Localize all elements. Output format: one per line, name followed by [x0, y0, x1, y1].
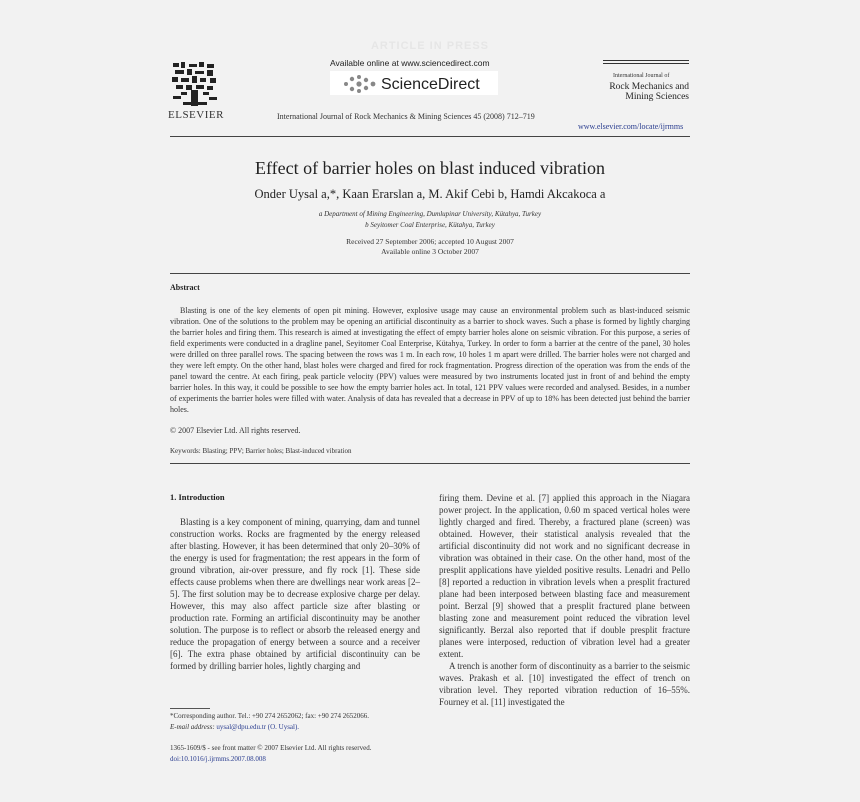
front-matter-note	[170, 743, 371, 765]
header-rule	[170, 136, 690, 137]
doi-link[interactable]: doi:10.1016/j.ijrmms.2007.08.008	[170, 755, 266, 763]
corresponding-text: *Corresponding author. Tel.: +90 274 2652062; fax: +90 274 2652066.	[170, 712, 369, 720]
corresponding-author-note	[170, 711, 369, 733]
journal-url-link[interactable]: www.elsevier.com/locate/ijrmms	[578, 122, 684, 131]
received-date: Received 27 September 2006; accepted 10 August 2007	[346, 237, 514, 246]
issn-text: 1365-1609/$ - see front matter © 2007 Elsevier Ltd. All rights reserved.	[170, 744, 372, 752]
sciencedirect-wordmark: ScienceDirect	[381, 76, 480, 93]
journal-citation: International Journal of Rock Mechanics & Mining Sciences 45 (2008) 712–719	[277, 112, 535, 121]
journal-logo-title: Rock Mechanics and Mining Sciences	[609, 82, 689, 102]
keywords: Keywords: Blasting; PPV; Barrier holes; Blast-induced vibration	[170, 447, 352, 455]
section-heading: 1. Introduction	[170, 492, 225, 502]
watermark: ARTICLE IN PRESS	[370, 40, 490, 52]
journal-logo-intl: International Journal of	[613, 73, 670, 79]
author-list: Onder Uysal a,*, Kaan Erarslan a, M. Akif Cebi b, Hamdi Akcakoca a	[254, 187, 606, 201]
available-date: Available online 3 October 2007	[381, 247, 479, 256]
body-paragraph: firing them. Devine et al. [7] applied this approach in the Niagara power project. In the application, 0.60 m spaced vertical holes were lightly charged and fired. Thereby, a fractured plane (screen) was obtained. However, their statistical analysis revealed that the artificial discontinuity did not work and no significant decrease in vibration was obtained in their case. On the other hand, most of the presplit applications have yielded positive results. Lenadri and Pello [8] reported a reduction in vibration levels when a presplit fractured plane had been interposed between blasting face and measurement point. Berzal [9] showed that a presplit fractured plane between blasting zone and measurement point reduced the vibration level significantly. Berzal also reported that if double presplit fracture planes were interposed, reduction of vibration level had a greater extent.	[439, 493, 690, 659]
footnote-rule	[170, 708, 210, 709]
email-label: E-mail address:	[170, 723, 215, 731]
journal-logo-rule	[603, 63, 689, 64]
body-paragraph: A trench is another form of discontinuity as a barrier to the seismic waves. Prakash et al. [10] investigated the effect of trench on vibration level. They reported vibration reduction of 16–55%. Fourney et al. [11] investigated the	[439, 661, 690, 707]
available-online-text: Available online at www.sciencedirect.com	[330, 58, 490, 68]
body-left-column: Blasting is a key component of mining, quarrying, dam and tunnel construction works. Rocks are fragmented by the energy released after blasting. However, it has been determined that only 20–30% of the energy is used for fragmentation; the rest appears in the form of ground vibration, air-over pressure, and fly rock [1]. These side effects cause problems when there are dwellings near work areas [2–5]. The first solution may be to decrease explosive charge per delay. However, this may also affect particle size after blasting or production rate. Forming an artificial discontinuity may be another solution. The purpose is to reflect or absorb the released energy and reduce the propagation of energy between a source and a receiver [6]. The extra phase obtained by artificial discontinuity can be formed by drilling barrier holes, lightly charging and	[170, 517, 420, 671]
email-line	[170, 722, 369, 733]
abstract-copyright: © 2007 Elsevier Ltd. All rights reserved.	[170, 426, 301, 435]
article-title: Effect of barrier holes on blast induced vibration	[254, 158, 606, 178]
abstract-text: Blasting is one of the key elements of open pit mining. However, explosive usage may cause an environmental problem such as blast-induced seismic vibration. One of the solutions to the problem may be opening an artificial discontinuity as a barrier to shock waves. Such a phase is formed by lightly charging the barrier holes and firing them. This research is aimed at investigating the effect of empty barrier holes alone on seismic vibration. For this purpose, a series of field experiments were conducted in a dragline panel, Seyitomer Coal Enterprise, Kütahya, Turkey. In order to form a barrier at the centre of the panel, 30 holes were drilled on three parallel rows. The spacing between the rows was 1 m. In each row, 10 holes 1 m apart were drilled. The barrier holes were not charged and they were left empty. On the other hand, blast holes were charged and fired for rock fragmentation. Progress direction of the operation was from the ends of the panel toward the centre. At each firing, peak particle velocity (PPV) values were measured by two instruments located just in front of and behind the empty barrier holes. In this way, it could be possible to see how the empty barrier holes act. In total, 121 PPV values were recorded and analysed. Besides, in a number of experiments the barrier holes were filled with water. Analysis of data has revealed that a decrease in PPV of up to 18% has been detected just behind the barrier holes.	[170, 306, 690, 414]
keywords-rule	[170, 463, 690, 464]
email-link[interactable]: uysal@dpu.edu.tr (O. Uysal).	[216, 723, 300, 731]
journal-logo-rule	[603, 60, 689, 61]
abstract-heading: Abstract	[170, 283, 200, 292]
sciencedirect-dots-icon	[342, 74, 378, 94]
affiliation-b: b Seyitomer Coal Enterprise, Kütahya, Turkey	[365, 221, 495, 229]
body-right-column	[439, 492, 690, 708]
publisher-name: ELSEVIER	[168, 109, 224, 121]
affiliation-a: a Department of Mining Engineering, Dumlupinar University, Kütahya, Turkey	[318, 210, 542, 218]
elsevier-tree-icon	[169, 60, 221, 108]
abstract-top-rule	[170, 273, 690, 274]
